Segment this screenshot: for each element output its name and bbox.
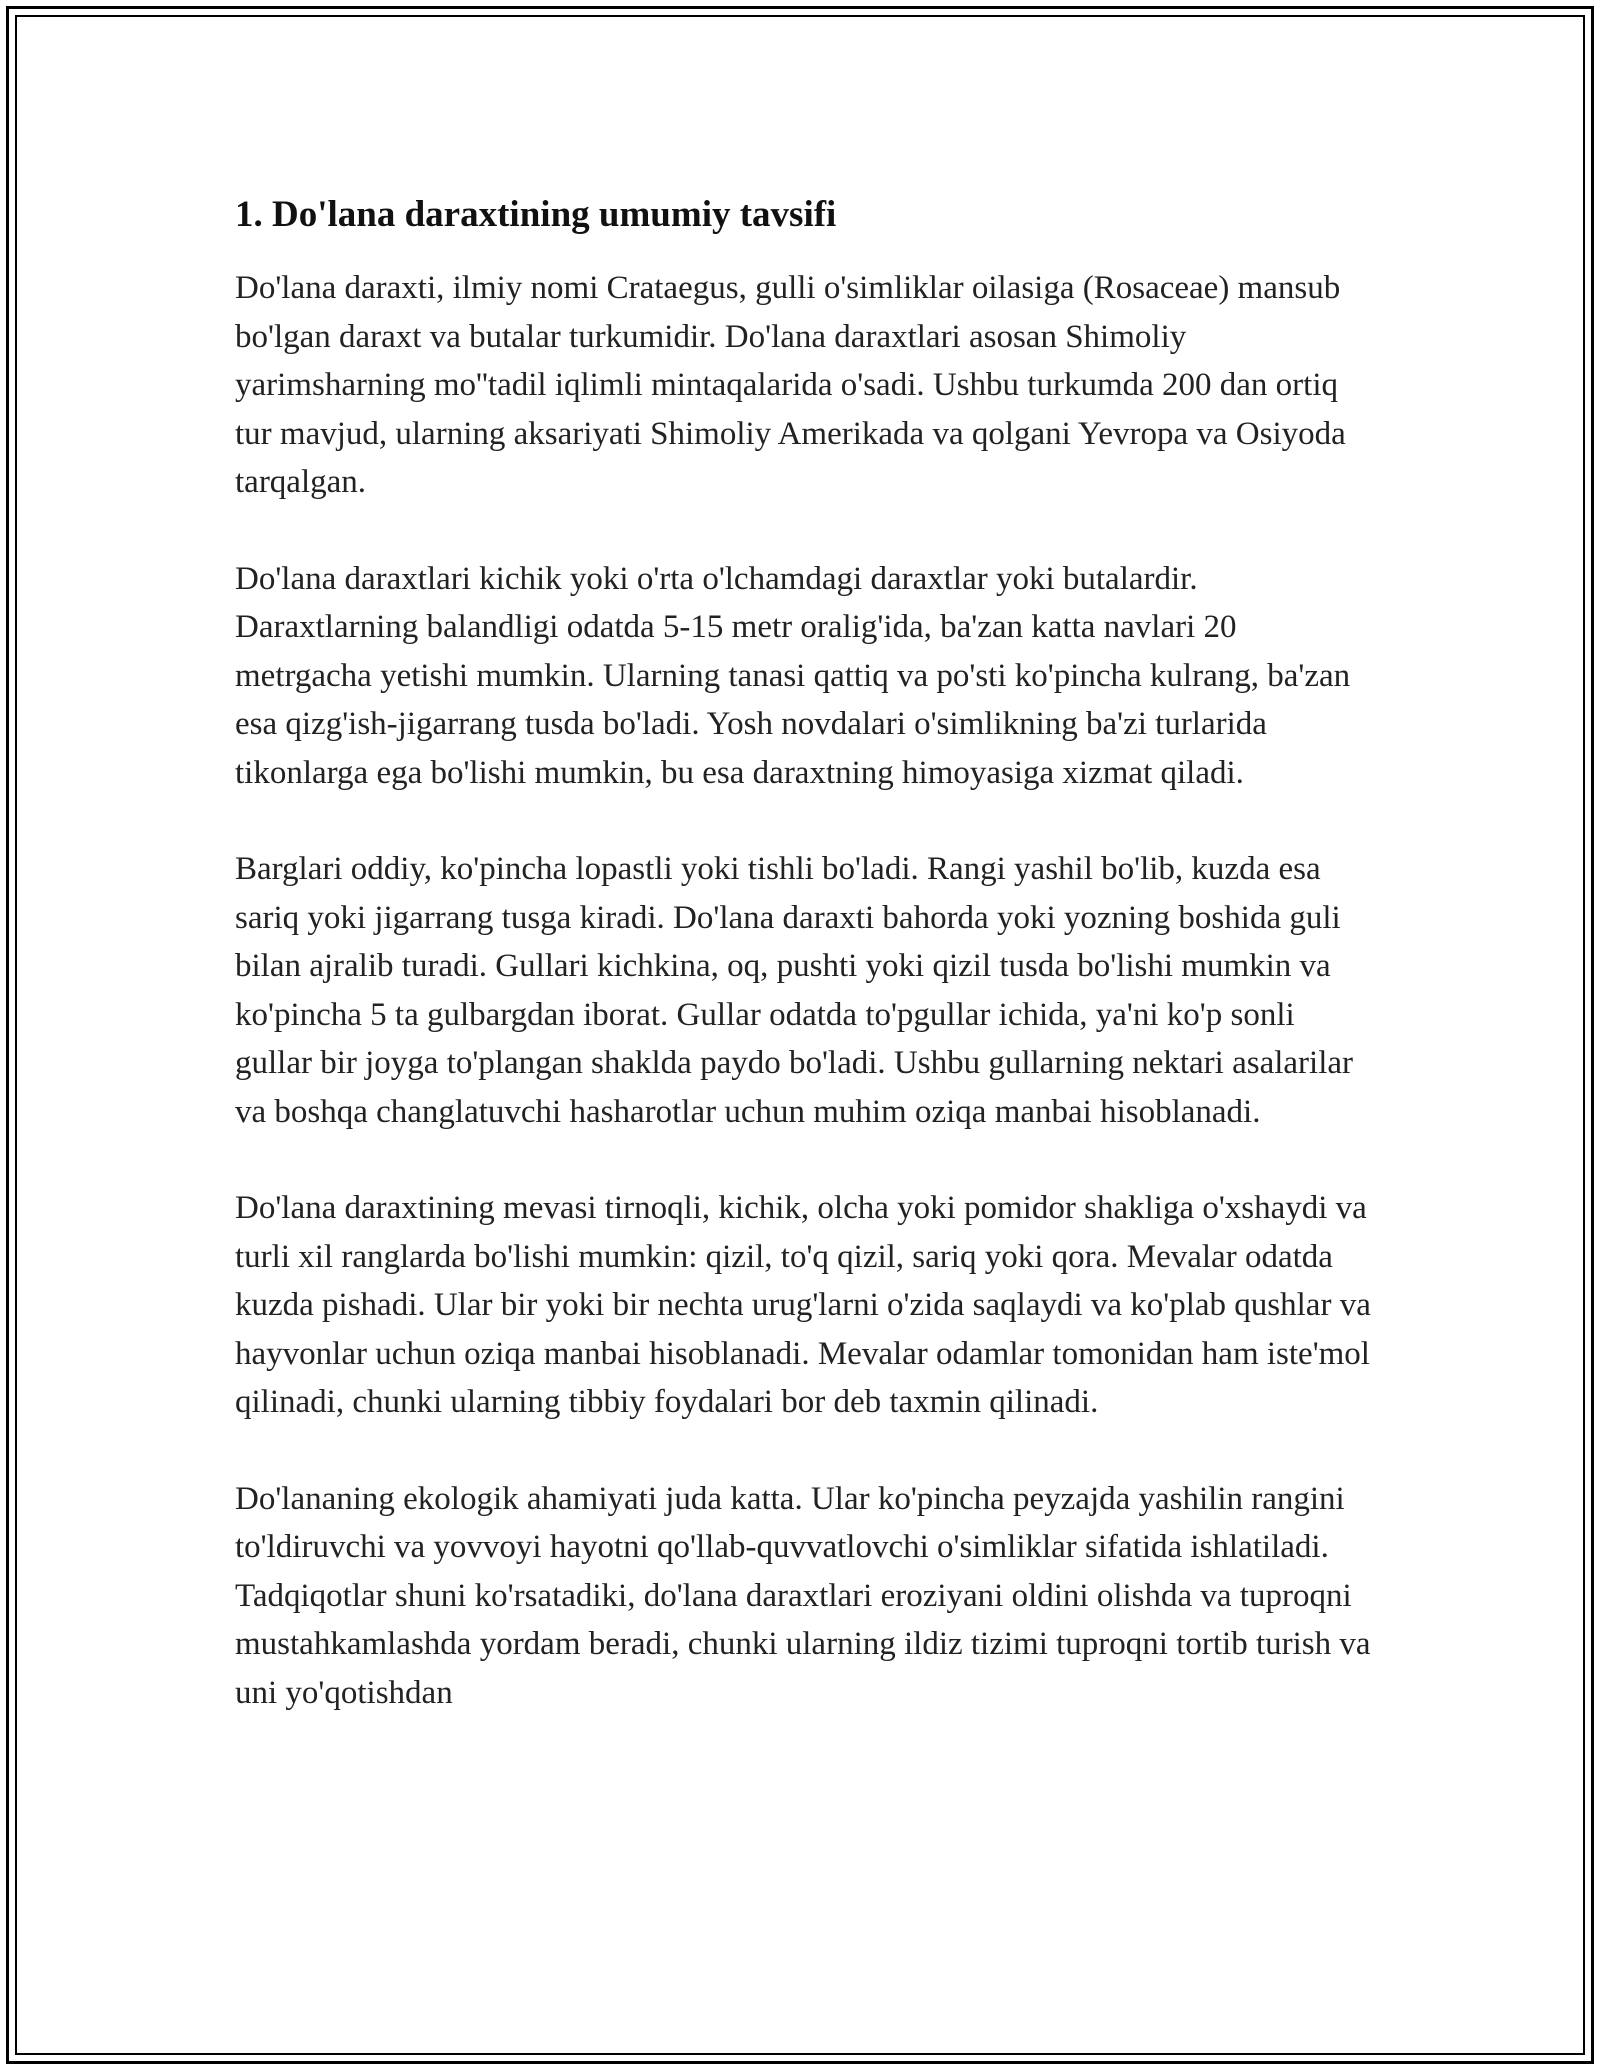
document-content xyxy=(235,188,1375,1717)
paragraph-tree-size-bark: Do'lana daraxtlari kichik yoki o'rta o'lchamdagi daraxtlar yoki butalardir. Daraxtlarning balandligi odatda 5-15 metr oralig'ida, ba'zan katta navlari 20 metrgacha yetishi mumkin. Ularning tanasi qattiq va po'sti ko'pincha kulrang, ba'zan esa qizg'ish-jigarrang tusda bo'ladi. Yosh novdalari o'simlikning ba'zi turlarida tikonlarga ega bo'lishi mumkin, bu esa daraxtning himoyasiga xizmat qiladi. xyxy=(235,560,1351,791)
paragraph-fruit: Do'lana daraxtining mevasi tirnoqli, kichik, olcha yoki pomidor shakliga o'xshaydi va turli xil ranglarda bo'lishi mumkin: qizil, to'q qizil, sariq yoki qora. Mevalar odatda kuzda pishadi. Ular bir yoki bir nechta urug'larni o'zida saqlaydi va ko'plab qushlar va hayvonlar uchun oziqa manbai hisoblanadi. Mevalar odamlar tomonidan ham iste'mol qilinadi, chunki ularning tibbiy foydalari bor deb taxmin qilinadi. xyxy=(235,1190,1371,1420)
paragraph-general-description: Do'lana daraxti, ilmiy nomi Crataegus, gulli o'simliklar oilasiga (Rosaceae) mansub bo'lgan daraxt va butalar turkumidir. Do'lana daraxtlari asosan Shimoliy yarimsharning mo''tadil iqlimli mintaqalarida o'sadi. Ushbu turkumda 200 dan ortiq tur mavjud, ularning aksariyati Shimoliy Amerikada va qolgani Yevropa va Osiyoda tarqalgan. xyxy=(235,270,1346,500)
paragraph-leaves-flowers: Barglari oddiy, ko'pincha lopastli yoki tishli bo'ladi. Rangi yashil bo'lib, kuzda esa sariq yoki jigarrang tusga kiradi. Do'lana daraxti bahorda yoki yozning boshida guli bilan ajralib turadi. Gullari kichkina, oq, pushti yoki qizil tusda bo'lishi mumkin va ko'pincha 5 ta gulbargdan iborat. Gullar odatda to'pgullar ichida, ya'ni ko'p sonli gullar bir joyga to'plangan shaklda paydo bo'ladi. Ushbu gullarning nektari asalarilar va boshqa changlatuvchi hasharotlar uchun muhim oziqa manbai hisoblanadi. xyxy=(235,851,1354,1130)
paragraph-ecology: Do'lananing ekologik ahamiyati juda katta. Ular ko'pincha peyzajda yashilin rangini to'ldiruvchi va yovvoyi hayotni qo'llab-quvvatlovchi o'simliklar sifatida ishlatiladi. Tadqiqotlar shuni ko'rsatadiki, do'lana daraxtlari eroziyani oldini olishda va tuproqni mustahkamlashda yordam beradi, chunki ularning ildiz tizimi tuproqni tortib turish va uni yo'qotishdan xyxy=(235,1480,1371,1711)
section-heading: 1. Do'lana daraxtining umumiy tavsifi xyxy=(235,194,837,235)
